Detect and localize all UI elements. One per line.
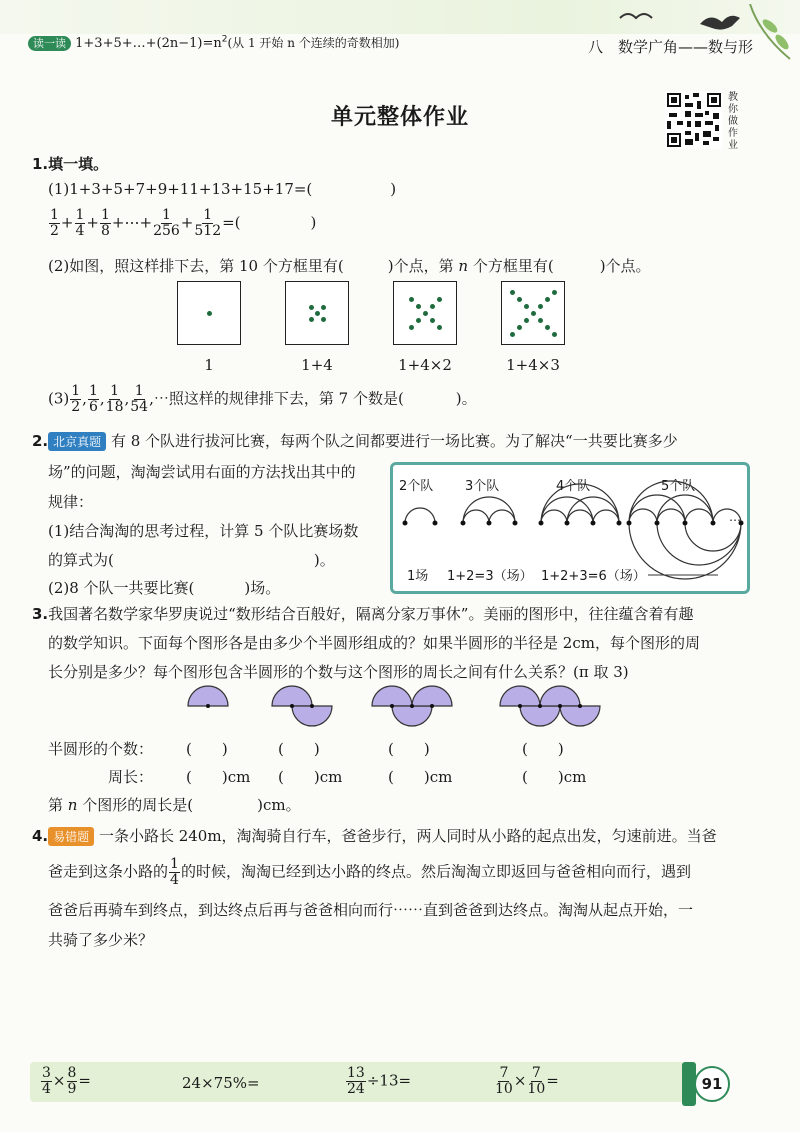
qr-caption: 教 你 做 作 业 — [728, 92, 738, 151]
footer-exercise-4: $\frac{7}{10}$ × $\frac{7}{10}$ = — [495, 1065, 559, 1097]
team-label-2: 2个队 — [399, 479, 434, 494]
q2-line4: (1)结合淘淘的思考过程，计算 5 个队比赛场数 — [48, 522, 359, 540]
dot-box-1 — [177, 281, 241, 345]
fraction: $\frac{1}{4}$ — [170, 856, 179, 888]
box-label-4: 1+4×3 — [506, 356, 560, 374]
footer-exercise-2: 24×75%= — [182, 1074, 260, 1092]
q3-perim-4: ( )cm — [522, 768, 587, 786]
tag-error-prone: 易错题 — [48, 827, 94, 846]
q3-count-4: ( ) — [522, 740, 564, 758]
formula-left: 1+3+5+…+(2n−1)=n — [75, 36, 222, 51]
q3-line3: 长分别是多少？每个图形包含半圆形的个数与这个图形的周长之间有什么关系？(π 取 3) — [48, 663, 629, 681]
page-title: 单元整体作业 — [330, 105, 469, 130]
q4-line3: 爸爸后再骑车到终点，到达终点后再与爸爸相向而行⋯⋯直到爸爸到达终点。淘淘从起点开始，一 — [48, 901, 694, 919]
fraction: $\frac{1}{18}$ — [105, 383, 124, 415]
read-badge: 读一读 — [28, 36, 71, 51]
q3-perim-1: ( )cm — [186, 768, 251, 786]
box-label-2: 1+4 — [301, 356, 333, 374]
fraction: $\frac{1}{54}$ — [130, 383, 149, 415]
footer-exercise-3: $\frac{13}{24}$ ÷13= — [347, 1065, 412, 1097]
fraction: $\frac{1}{256}$ — [153, 207, 180, 239]
dot-box-4 — [501, 281, 565, 345]
q1-part3: (3) $\frac{1}{2}$ , $\frac{1}{6}$ , $\frac{1}{18}$ , $\frac{1}{54}$ ,⋯照这样的规律排下去，第 7 个数是( )。 — [48, 383, 477, 415]
q3-count-3: ( ) — [388, 740, 430, 758]
q2-line6: (2)8 个队一共要比赛( )场。 — [48, 579, 281, 597]
fraction: $\frac{1}{512}$ — [194, 207, 222, 239]
team-label-5: 5个队 — [661, 479, 696, 494]
q3-perim-label: 周长： — [108, 768, 154, 786]
box-label-1: 1 — [204, 356, 214, 374]
footer-exercise-1: $\frac{3}{4}$ × $\frac{8}{9}$ = — [42, 1065, 91, 1097]
box-label-3: 1+4×2 — [398, 356, 452, 374]
tournament-diagram — [390, 462, 750, 594]
q3-perim-3: ( )cm — [388, 768, 453, 786]
dot-box-2 — [285, 281, 349, 345]
q2-line3: 规律： — [48, 493, 94, 511]
dot-box-3 — [393, 281, 457, 345]
count-2: 1场 — [407, 569, 429, 584]
page-number: 91 — [694, 1066, 730, 1102]
fraction: $\frac{1}{4}$ — [75, 207, 85, 239]
q3-perim-2: ( )cm — [278, 768, 343, 786]
fraction: $\frac{1}{8}$ — [101, 207, 110, 239]
answer-area[interactable] — [48, 960, 748, 1060]
q3-nth: 第 n 个图形的周长是( )cm。 — [48, 796, 301, 814]
q3-count-2: ( ) — [278, 740, 320, 758]
q2-line5: 的算式为( )。 — [48, 551, 335, 569]
q1-heading: 1.填一填。 — [32, 155, 109, 173]
q1-part1b: $\frac{1}{2}$ + $\frac{1}{4}$ + $\frac{1}{8}$ +⋯+ $\frac{1}{256}$ + $\frac{1}{512}$ =( ) — [50, 207, 317, 239]
q3-count-1: ( ) — [186, 740, 228, 758]
q1-part2: (2)如图，照这样排下去，第 10 个方框里有( )个点，第 n 个方框里有( )个点。 — [48, 257, 651, 275]
qr-code-icon[interactable] — [665, 91, 723, 149]
formula-sup: 2 — [221, 34, 228, 45]
q4-line4: 共骑了多少米？ — [48, 931, 154, 949]
q2-line1: 2. 北京真题 有 8 个队进行拔河比赛，每两个队之间都要进行一场比赛。为了解决“一共要比赛多少 — [32, 432, 678, 450]
fraction: $\frac{1}{2}$ — [50, 207, 59, 239]
team-label-3: 3个队 — [465, 479, 500, 494]
fraction: $\frac{1}{2}$ — [71, 383, 81, 415]
q4-line2: 爸走到这条小路的 $\frac{1}{4}$ 的时候，淘淘已经到达小路的终点。然后淘淘立即返回与爸爸相向而行，遇到 — [48, 856, 691, 888]
tag-beijing: 北京真题 — [48, 432, 106, 451]
formula-note: (从 1 开始 n 个连续的奇数相加) — [227, 36, 400, 50]
header-formula — [28, 34, 399, 51]
q1-part1: (1)1+3+5+7+9+11+13+15+17=( ) — [48, 180, 397, 198]
count-4: 1+2+3=6（场） — [541, 569, 646, 584]
semicircle-figures — [180, 680, 620, 730]
q2-line2: 场”的问题，淘淘尝试用右面的方法找出其中的 — [48, 463, 356, 481]
count-3: 1+2=3（场） — [447, 569, 533, 584]
fraction: $\frac{1}{6}$ — [88, 383, 98, 415]
q3-count-label: 半圆形的个数： — [48, 740, 154, 758]
team-label-4: 4个队 — [556, 479, 591, 494]
q3-line2: 的数学知识。下面每个图形各是由多少个半圆形组成的？如果半圆形的半径是 2cm，每个图形的周 — [48, 634, 700, 652]
q4-line1: 4. 易错题 一条小路长 240m，淘淘骑自行车，爸爸步行，两人同时从小路的起点出发，匀速前进。当爸 — [32, 827, 717, 845]
q3-line1: 3.我国著名数学家华罗庚说过“数形结合百般好，隔离分家万事休”。美丽的图形中，往往蕴含着有趣 — [32, 605, 694, 623]
chapter-title: 八 数学广角——数与形 — [588, 38, 754, 56]
diagram-ellipsis: ⋯ — [729, 513, 741, 527]
